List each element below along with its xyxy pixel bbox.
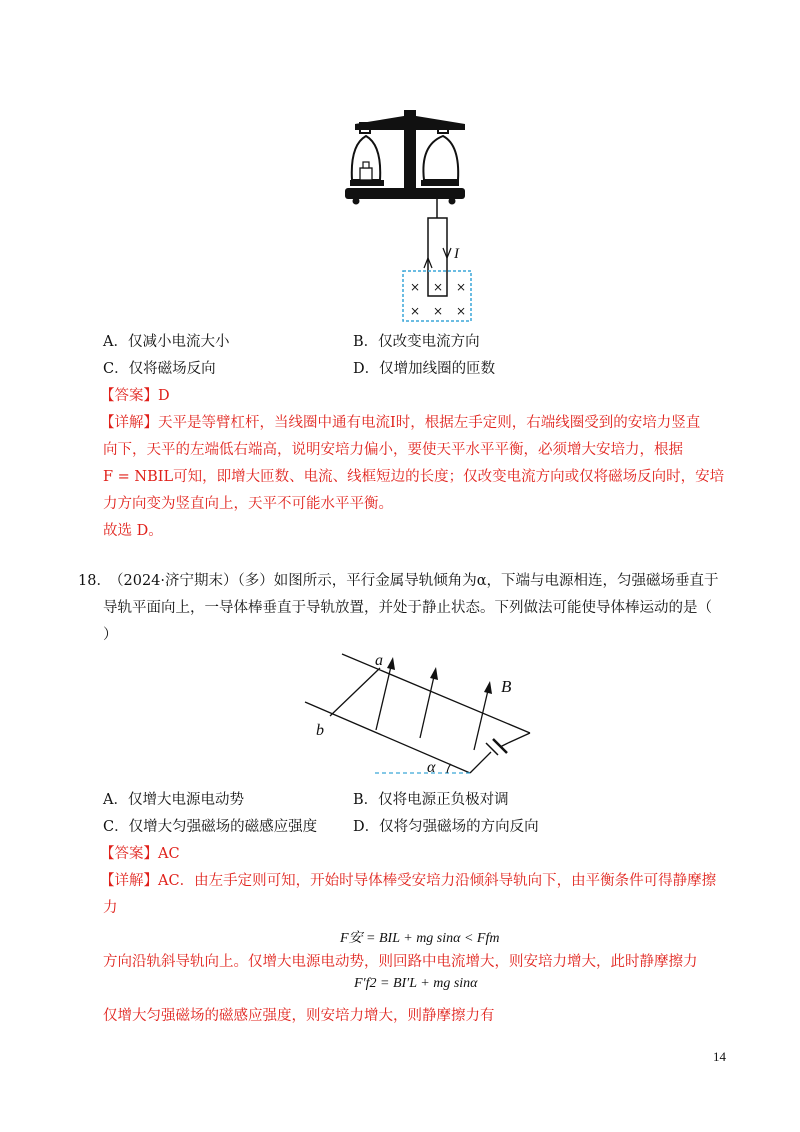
- battery-plate-1: [486, 743, 498, 755]
- balance-base: [345, 188, 465, 199]
- q18-formula-1: F安 = BIL + mg sinα < Ffm: [340, 931, 500, 946]
- q18-stem-line-1: （2024·济宁期末）（多）如图所示，平行金属导轨倾角为α，下端与电源相连，匀强磁场垂直于: [109, 573, 719, 589]
- q18-detail-line-4: 仅增大匀强磁场的磁感应强度，则安培力增大，则静摩擦力有: [103, 1008, 495, 1024]
- q17-answer: 【答案】D: [100, 388, 170, 404]
- battery-plate-2: [493, 739, 507, 753]
- q18-option-d: D．仅将匀强磁场的方向反向: [353, 819, 539, 835]
- q17-detail-line-3: F = NBIL可知，即增大匝数、电流、线框短边的长度；仅改变电流方向或仅将磁场反向时，安培: [103, 469, 725, 485]
- page-number: 14: [713, 1049, 726, 1064]
- q18-detail-line-3: 方向沿轨斜导轨向上。仅增大电源电动势，则回路中电流增大，则安培力增大，此时静摩擦力: [103, 954, 698, 970]
- q18-option-c: C．仅增大匀强磁场的磁感应强度: [103, 819, 318, 835]
- q18-answer: 【答案】AC: [100, 846, 180, 862]
- q18-stem-line-2: 导轨平面向上，一导体棒垂直于导轨放置，并处于静止状态。下列做法可能使导体棒运动的是（: [103, 600, 712, 616]
- balance-pillar: [404, 118, 416, 190]
- svg-text:×: ×: [456, 280, 467, 294]
- q17-conclusion: 故选 D。: [103, 523, 163, 539]
- q17-option-a: A．仅减小电流大小: [103, 334, 230, 350]
- lower-rail: [305, 702, 470, 773]
- label-b: b: [316, 722, 324, 739]
- q17-detail-line-1: 【详解】天平是等臂杠杆，当线圈中通有电流I时，根据左手定则，右端线圈受到的安培力竖直: [100, 415, 701, 431]
- label-alpha: α: [427, 759, 436, 776]
- right-pan: [421, 180, 459, 186]
- left-pan: [350, 180, 384, 186]
- svg-text:×: ×: [433, 304, 444, 318]
- q18-formula-2: F′f2 = BI′L + mg sinα: [354, 976, 478, 991]
- current-label: I: [454, 246, 459, 262]
- weight: [360, 168, 372, 180]
- q17-detail-line-4: 力方向变为竖直向上，天平不可能水平平衡。: [103, 496, 393, 512]
- label-a: a: [375, 652, 383, 669]
- label-field-B: B: [501, 677, 512, 696]
- q18-stem-line-3: ）: [103, 627, 118, 643]
- svg-text:×: ×: [456, 304, 467, 318]
- q17-option-d: D．仅增加线圈的匝数: [353, 361, 496, 377]
- q18-number: 18．: [78, 573, 111, 589]
- q17-option-c: C．仅将磁场反向: [103, 361, 216, 377]
- q18-detail-line-1: 【详解】AC．由左手定则可知，开始时导体棒受安培力沿倾斜导轨向下，由平衡条件可得静摩擦: [100, 873, 717, 889]
- inclined-rails-figure: [0, 640, 800, 840]
- conductor-rod: [330, 668, 380, 716]
- svg-text:×: ×: [410, 304, 421, 318]
- svg-text:×: ×: [410, 280, 421, 294]
- q17-detail-line-2: 向下，天平的左端低右端高，说明安培力偏小，要使天平水平平衡，必须增大安培力，根据: [103, 442, 683, 458]
- q18-option-b: B．仅将电源正负极对调: [353, 792, 509, 808]
- q18-detail-line-2: 力: [103, 900, 118, 916]
- right-pan-cover: [423, 136, 458, 180]
- q18-option-a: A．仅增大电源电动势: [103, 792, 244, 808]
- q17-option-b: B．仅改变电流方向: [353, 334, 480, 350]
- balance-coil-figure: [0, 0, 800, 340]
- svg-text:×: ×: [433, 280, 444, 294]
